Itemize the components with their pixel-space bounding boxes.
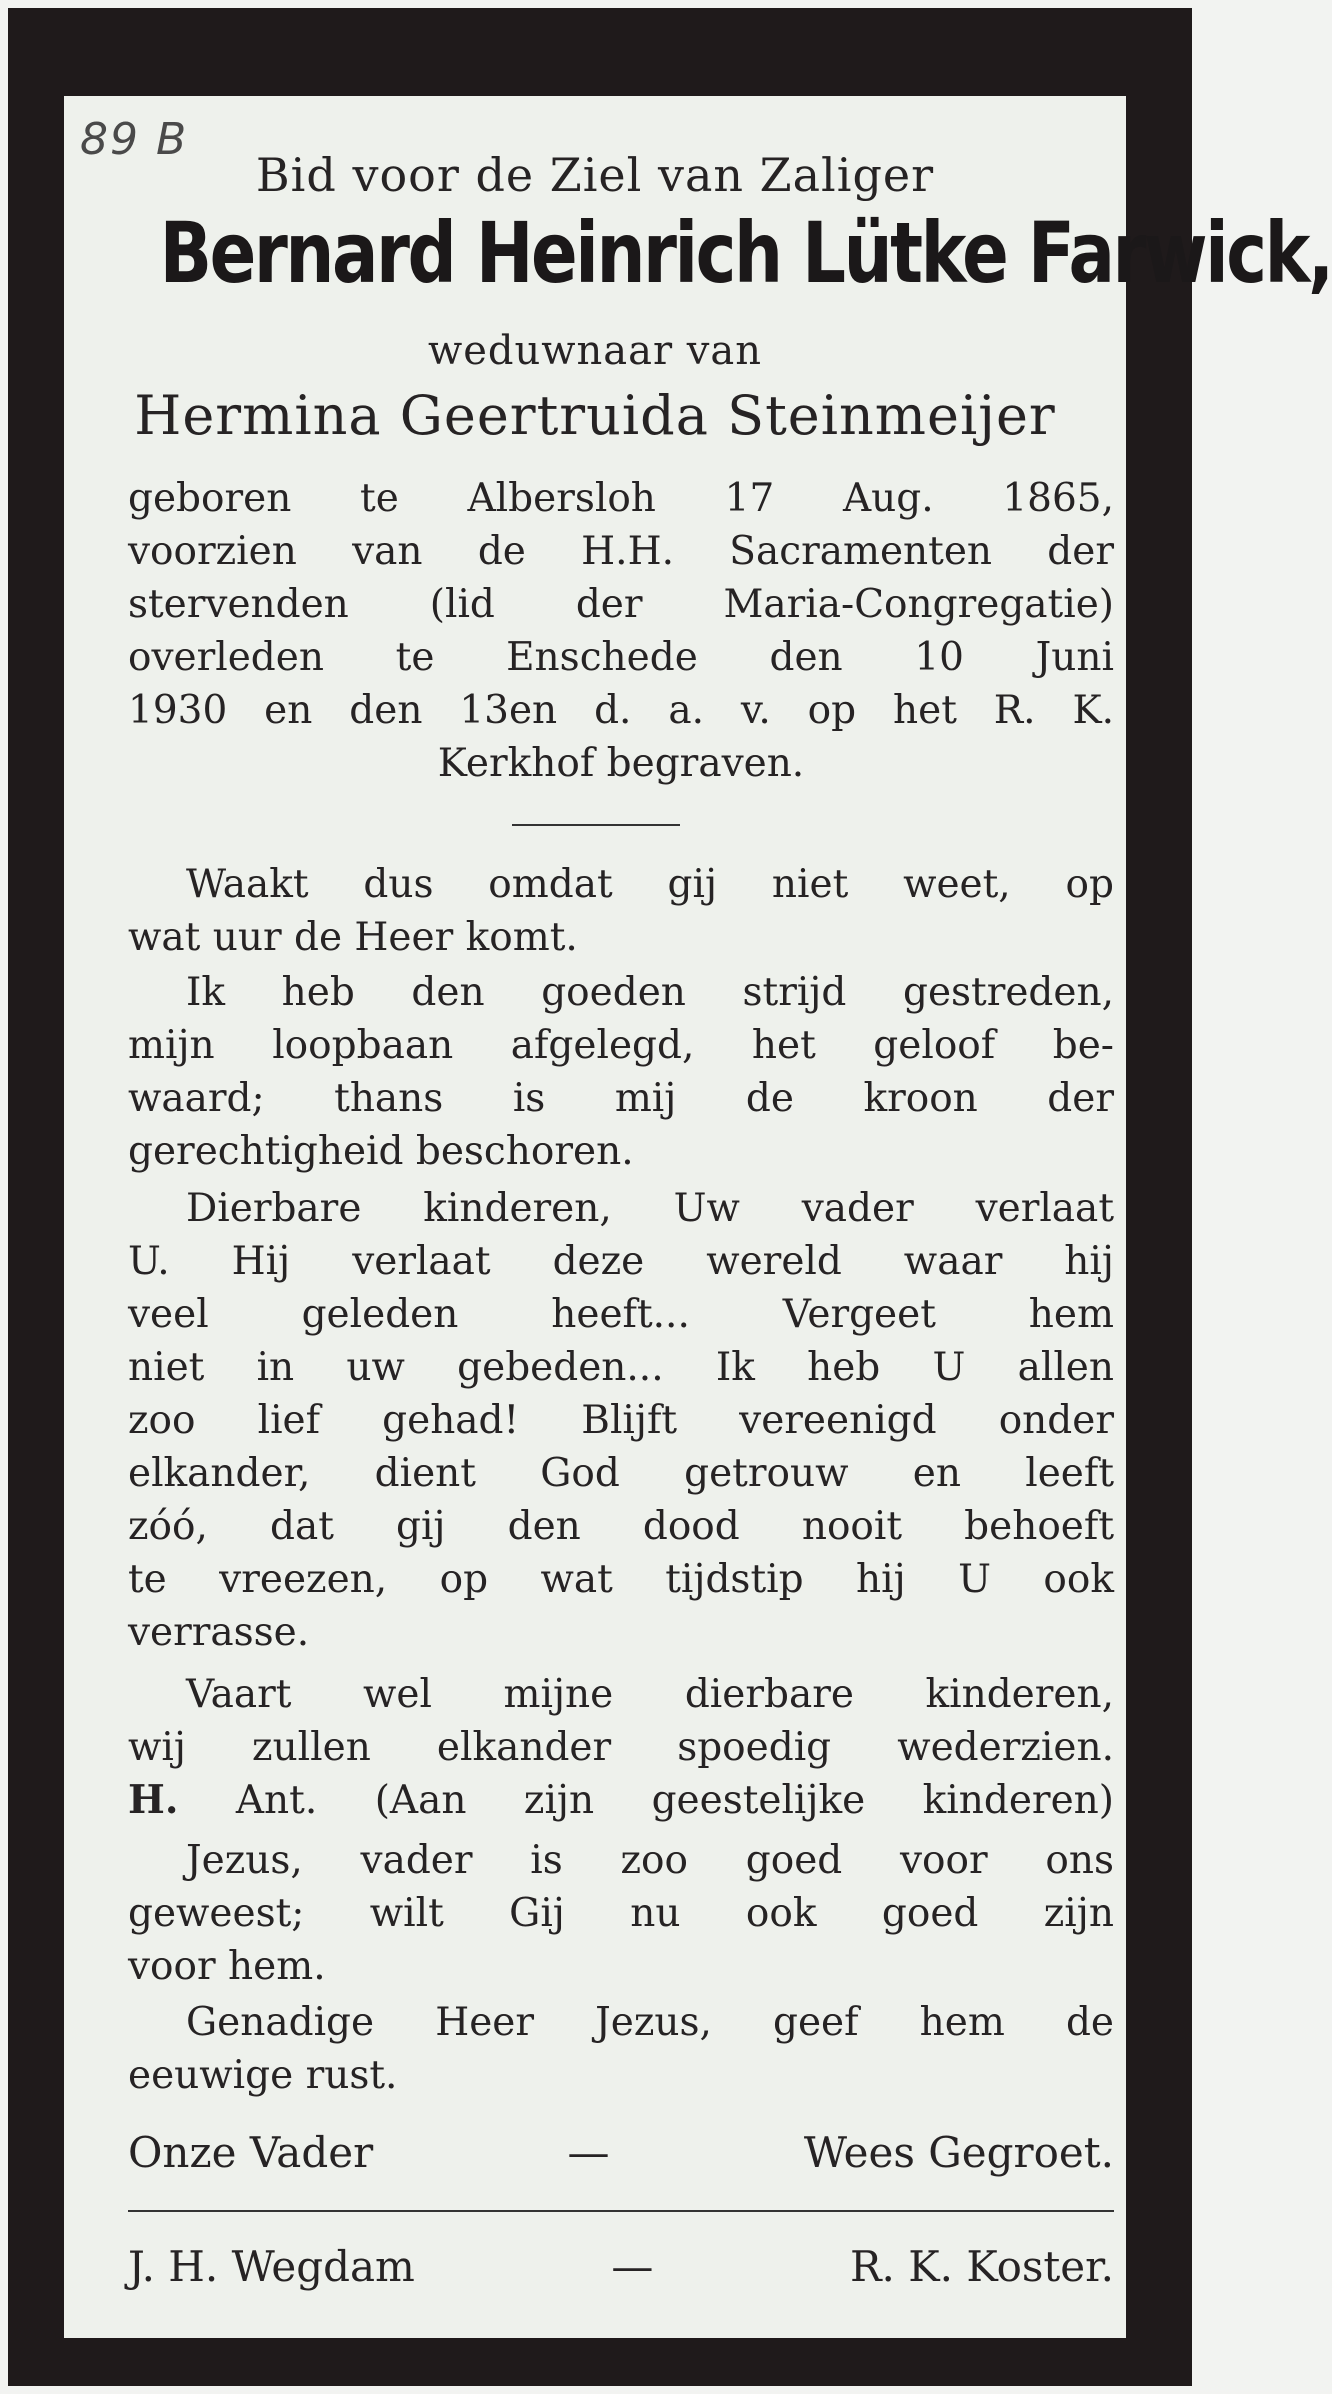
prayer-right: Wees Gegroet. — [803, 2128, 1114, 2177]
verse-line: Ik heb den goeden strijd gestreden, — [186, 970, 1114, 1015]
verse-line: voor hem. — [128, 1944, 326, 1989]
verse-line: waard; thans is mij de kroon der — [128, 1076, 1114, 1121]
printer-line — [128, 2242, 1114, 2291]
bio-line: stervenden (lid der Maria-Congregatie) — [128, 582, 1114, 627]
footer-rule — [128, 2210, 1114, 2212]
verse-line: Jezus, vader is zoo goed voor ons — [186, 1838, 1114, 1883]
spouse-name: Hermina Geertruida Steinmeijer — [134, 384, 1056, 447]
verse-line: Vaart wel mijne dierbare kinderen, — [186, 1672, 1114, 1717]
attribution-initial: H. — [128, 1777, 179, 1823]
attribution-text: Ant. (Aan zijn geestelijke kinderen) — [235, 1778, 1114, 1823]
verse-line: zóó, dat gij den dood nooit behoeft — [128, 1504, 1114, 1549]
verse-line: niet in uw gebeden... Ik heb U allen — [128, 1345, 1114, 1390]
verse-line: wij zullen elkander spoedig wederzien. — [128, 1725, 1114, 1770]
verse-2 — [128, 966, 1114, 1178]
verse-line: wat uur de Heer komt. — [128, 915, 578, 960]
prayers-line — [128, 2128, 1114, 2177]
verse-5 — [128, 1834, 1114, 1993]
handwritten-note: 89 B — [80, 114, 189, 165]
prayer-card — [64, 96, 1332, 2338]
verse-line: Dierbare kinderen, Uw vader verlaat — [186, 1186, 1114, 1231]
prayer-dash: — — [567, 2128, 610, 2177]
printer-name: J. H. Wegdam — [128, 2242, 415, 2291]
verse-line: Genadige Heer Jezus, geef hem de — [186, 2000, 1114, 2045]
verse-line: eeuwige rust. — [128, 2053, 398, 2098]
printer-location: R. K. Koster. — [849, 2242, 1114, 2291]
verse-line: zoo lief gehad! Blijft vereenigd onder — [128, 1398, 1114, 1443]
verse-1 — [128, 858, 1114, 964]
verse-3 — [128, 1182, 1114, 1659]
prayer-left: Onze Vader — [128, 2128, 374, 2177]
verse-line: mijn loopbaan afgelegd, het geloof be- — [128, 1023, 1114, 1068]
heading: Bid voor de Ziel van Zaliger — [255, 148, 935, 202]
deceased-name: Bernard Heinrich Lütke Farwick, — [159, 204, 1332, 302]
verse-6 — [128, 1996, 1114, 2102]
verse-attribution — [128, 1774, 1114, 1827]
printer-dash: — — [611, 2242, 654, 2291]
verse-line: U. Hij verlaat deze wereld waar hij — [128, 1239, 1114, 1284]
verse-line: gerechtigheid beschoren. — [128, 1129, 634, 1174]
biography — [128, 472, 1114, 790]
divider — [512, 824, 680, 826]
bio-line: 1930 en den 13en d. a. v. op het R. K. — [128, 688, 1114, 733]
verse-line: veel geleden heeft... Vergeet hem — [128, 1292, 1114, 1337]
bio-line: Kerkhof begraven. — [437, 741, 805, 786]
verse-line: elkander, dient God getrouw en leeft — [128, 1451, 1114, 1496]
verse-4 — [128, 1668, 1114, 1827]
bio-line: overleden te Enschede den 10 Juni — [128, 635, 1114, 680]
widower-of: weduwnaar van — [427, 328, 762, 374]
bio-line: voorzien van de H.H. Sacramenten der — [128, 529, 1114, 574]
verse-line: te vreezen, op wat tijdstip hij U ook — [128, 1557, 1114, 1602]
bio-line: geboren te Albersloh 17 Aug. 1865, — [128, 476, 1114, 521]
verse-line: Waakt dus omdat gij niet weet, op — [186, 862, 1114, 907]
verse-line: geweest; wilt Gij nu ook goed zijn — [128, 1891, 1114, 1936]
verse-line: verrasse. — [128, 1610, 310, 1655]
